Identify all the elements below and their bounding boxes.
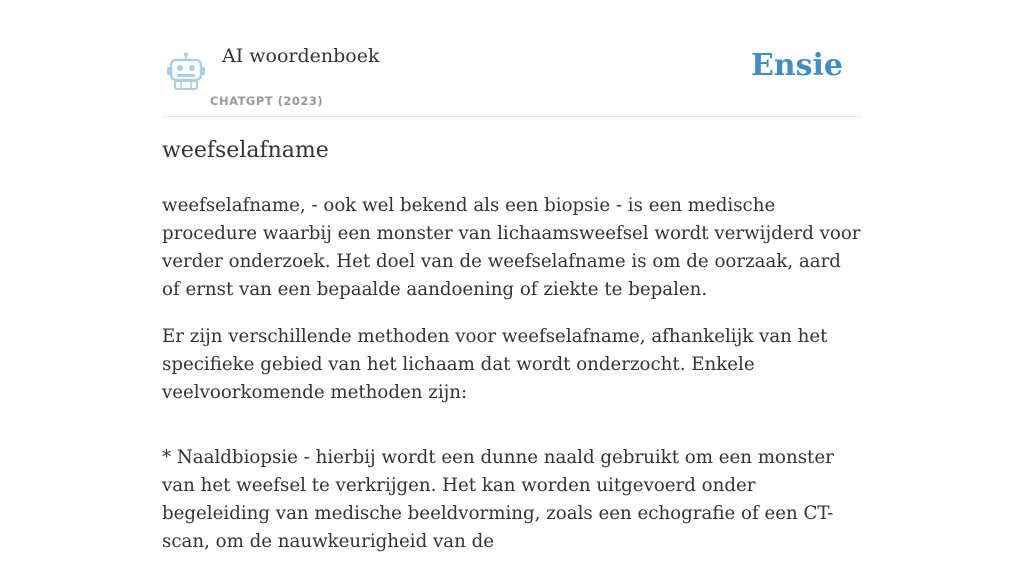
- entry-word: weefselafname: [162, 138, 329, 163]
- dictionary-title[interactable]: AI woordenboek: [222, 45, 380, 67]
- dictionary-source: CHATGPT (2023): [210, 94, 324, 108]
- robot-icon: [166, 52, 206, 90]
- header: [162, 0, 862, 117]
- entry-definition: [162, 192, 862, 575]
- definition-paragraph: Er zijn verschillende methoden voor weefselafname, afhankelijk van het specifieke gebied van het lichaam dat wordt onderzocht. Enkele veelvoorkomende methoden zijn:: [162, 326, 828, 403]
- definition-paragraph: weefselafname, - ook wel bekend als een biopsie - is een medische procedure waarbij een monster van lichaamsweefsel wordt verwijderd voor verder onderzoek. Het doel van de weefselafname is om de oorzaak, aard of ernst van een bepaalde aandoening of ziekte te bepalen.: [162, 195, 861, 300]
- definition-paragraph: * Naaldbiopsie - hierbij wordt een dunne naald gebruikt om een monster van het weefsel te verkrijgen. Het kan worden uitgevoerd onder begeleiding van medische beeldvorming, zoals een echografie of een CT-scan, om de nauwkeurigheid van de: [162, 447, 834, 552]
- brand-logo[interactable]: Ensie: [750, 48, 843, 83]
- page-container: [162, 0, 862, 552]
